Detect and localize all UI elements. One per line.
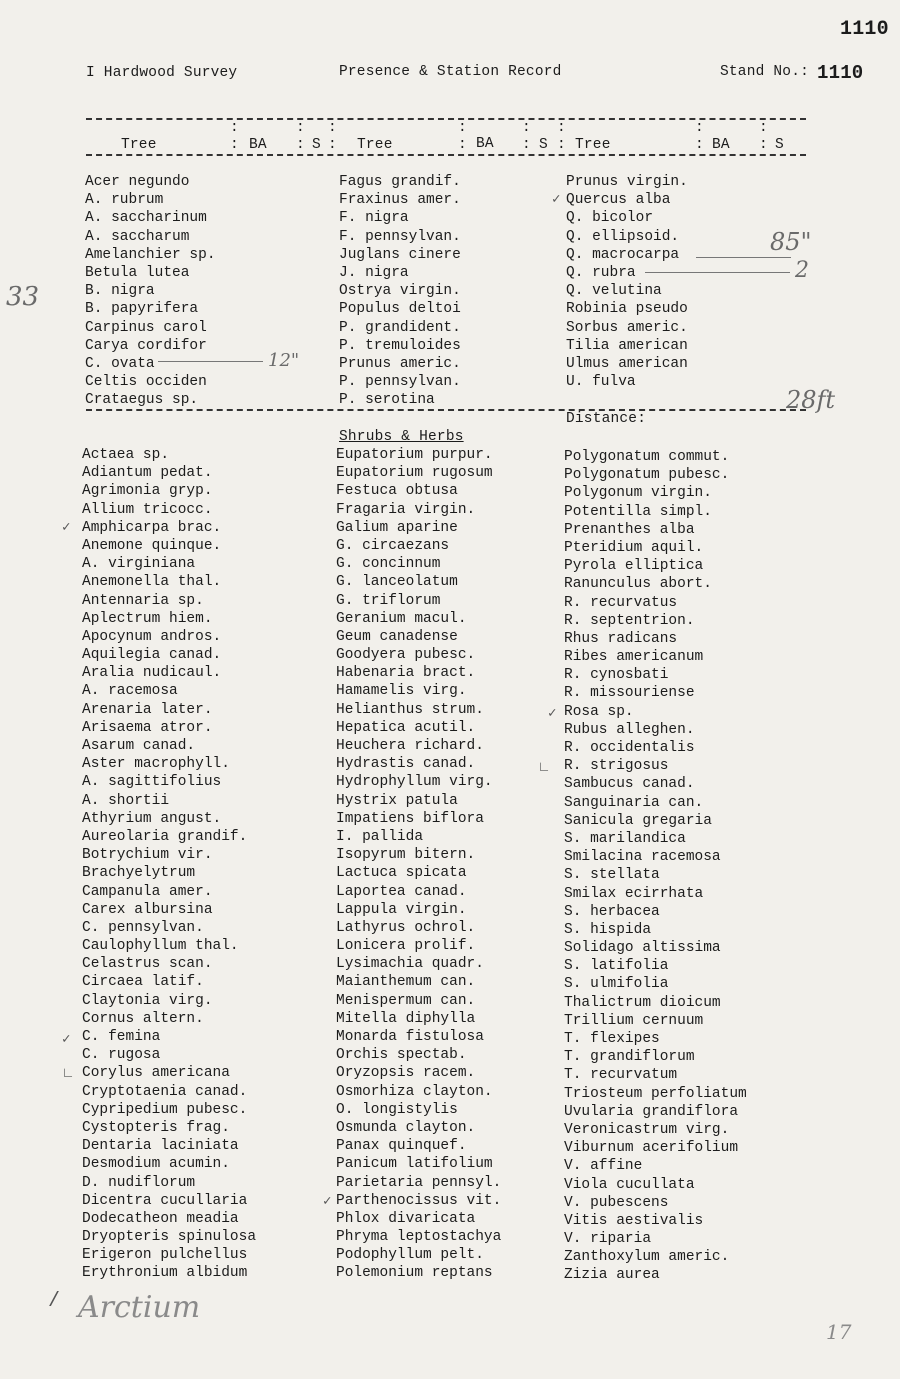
herb-item: Cypripedium pubesc.	[82, 1101, 248, 1118]
shrubs-herbs-heading: Shrubs & Herbs	[339, 429, 464, 445]
ba-col1-header: BA	[249, 137, 267, 153]
herb-item: A. sagittifolius	[82, 774, 222, 791]
herb-item: Hamamelis virg.	[336, 683, 467, 700]
herb-item: R. missouriense	[564, 685, 695, 702]
herb-item: Menispermum can.	[336, 992, 476, 1009]
herb-item: G. triflorum	[336, 592, 441, 609]
herb-item: A. racemosa	[82, 683, 178, 700]
herb-item: Phryma leptostachya	[336, 1229, 502, 1246]
herb-item: Fragaria virgin.	[336, 501, 476, 518]
handwritten-macrocarpa-value: 85"	[770, 228, 812, 256]
tree-list-col3	[566, 173, 688, 391]
herb-item: Carex albursina	[82, 901, 213, 918]
tree-item: B. papyrifera	[85, 301, 199, 318]
herb-item: Festuca obtusa	[336, 483, 458, 500]
tree-item: Carya cordifor	[85, 337, 207, 354]
herb-item: Parthenocissus vit.	[336, 1192, 502, 1209]
distance-label: Distance:	[566, 411, 647, 427]
herb-item: Erigeron pulchellus	[82, 1247, 248, 1264]
herb-item: R. cynosbati	[564, 667, 669, 684]
herb-item: Triosteum perfoliatum	[564, 1085, 747, 1102]
herb-item: Uvularia grandiflora	[564, 1103, 739, 1120]
tree-item: Fagus grandif.	[339, 174, 461, 190]
herb-item: Lappula virgin.	[336, 901, 467, 918]
herb-item: S. herbacea	[564, 903, 660, 920]
herb-item: Anemonella thal.	[82, 574, 222, 591]
check-mark-icon: ∟	[540, 760, 549, 776]
herb-item: Veronicastrum virg.	[564, 1121, 730, 1138]
check-mark-icon: /	[48, 1290, 61, 1313]
herb-item: T. flexipes	[564, 1031, 660, 1047]
herb-item: C. rugosa	[82, 1047, 161, 1064]
herb-item: Polygonum virgin.	[564, 485, 712, 502]
herb-item: A. shortii	[82, 792, 170, 809]
herb-item: Laportea canad.	[336, 883, 467, 900]
herb-item: Athyrium angust.	[82, 810, 222, 827]
tree-item: Carpinus carol	[85, 319, 207, 336]
herb-item: G. circaezans	[336, 537, 450, 554]
herb-item: O. longistylis	[336, 1101, 458, 1118]
herb-item: Viburnum acerifolium	[564, 1140, 739, 1157]
herb-item: Cornus altern.	[82, 1010, 204, 1027]
separator: : :	[695, 120, 704, 153]
handwritten-distance-value: 28ft	[786, 386, 836, 414]
header-bottom-rule	[86, 154, 806, 156]
annotation-line	[158, 361, 263, 362]
tree-item: F. nigra	[339, 210, 409, 227]
tree-item: F. pennsylvan.	[339, 228, 461, 245]
annotation-line	[696, 257, 791, 258]
tree-item: Celtis occiden	[85, 374, 207, 391]
herb-item: Desmodium acumin.	[82, 1156, 230, 1173]
herb-item: Actaea sp.	[82, 447, 170, 463]
herb-item: Sanicula gregaria	[564, 812, 712, 829]
check-mark-icon: ✓	[62, 1032, 71, 1048]
ba-col3-header: BA	[712, 137, 730, 153]
herb-item: Caulophyllum thal.	[82, 938, 239, 955]
herb-item: Sambucus canad.	[564, 776, 695, 793]
herb-item: R. septentrion.	[564, 612, 695, 629]
separator: : :	[522, 120, 531, 153]
stand-label: Stand No.:	[720, 64, 810, 80]
herb-item: G. concinnum	[336, 556, 441, 573]
herb-item: R. strigosus	[564, 758, 669, 775]
herb-item: Hystrix patula	[336, 792, 458, 809]
herb-item: C. pennsylvan.	[82, 919, 204, 936]
herb-item: Corylus americana	[82, 1065, 230, 1082]
tree-item: Ostrya virgin.	[339, 283, 461, 300]
herb-item: Arenaria later.	[82, 701, 213, 718]
herb-item: Zanthoxylum americ.	[564, 1249, 730, 1266]
herb-item: Aralia nudicaul.	[82, 665, 222, 682]
shrub-list-col3	[564, 448, 747, 1285]
herb-item: Lathyrus ochrol.	[336, 919, 476, 936]
tree-item: Tilia american	[566, 337, 688, 354]
herb-item: Anemone quinque.	[82, 537, 222, 554]
herb-item: Lonicera prolif.	[336, 938, 476, 955]
herb-item: Heuchera richard.	[336, 738, 484, 754]
tree-item: C. ovata	[85, 355, 155, 372]
check-mark-icon: ✓	[552, 192, 561, 208]
herb-item: R. recurvatus	[564, 594, 678, 611]
s-col1-header: S	[312, 137, 321, 153]
herb-item: D. nudiflorum	[82, 1174, 196, 1191]
herb-item: Adiantum pedat.	[82, 465, 213, 482]
separator: : :	[557, 120, 566, 153]
herb-item: Dryopteris spinulosa	[82, 1229, 257, 1246]
herb-item: Impatiens biflora	[336, 810, 484, 827]
herb-item: Apocynum andros.	[82, 628, 222, 645]
herb-item: Oryzopsis racem.	[336, 1065, 476, 1082]
herb-item: Eupatorium purpur.	[336, 447, 493, 463]
ba-col2-header: BA	[476, 136, 494, 152]
handwritten-bottom-note: Arctium	[78, 1290, 201, 1325]
herb-item: S. latifolia	[564, 958, 669, 975]
tree-item: J. nigra	[339, 264, 409, 281]
herb-item: Allium tricocc.	[82, 501, 213, 518]
check-mark-icon: ✓	[62, 520, 71, 536]
tree-item: Fraxinus amer.	[339, 192, 461, 209]
herb-item: A. virginiana	[82, 556, 196, 573]
herb-item: Parietaria pennsyl.	[336, 1174, 502, 1191]
herb-item: Galium aparine	[336, 519, 458, 536]
herb-item: Hepatica acutil.	[336, 719, 476, 736]
tree-item: A. saccharinum	[85, 210, 207, 227]
tree-item: Juglans cinere	[339, 246, 461, 263]
herb-item: Aquilegia canad.	[82, 647, 222, 664]
herb-item: Circaea latif.	[82, 974, 204, 991]
tree-col2-header: Tree	[357, 137, 393, 153]
herb-item: T. recurvatum	[564, 1067, 678, 1084]
herb-item: Amphicarpa brac.	[82, 519, 222, 536]
herb-item: Polygonatum commut.	[564, 449, 730, 465]
trees-shrubs-divider	[86, 409, 806, 411]
tree-item: Crataegus sp.	[85, 392, 199, 409]
herb-item: Phlox divaricata	[336, 1210, 476, 1227]
herb-item: Solidago altissima	[564, 940, 721, 957]
tree-item: P. tremuloides	[339, 337, 461, 354]
herb-item: C. femina	[82, 1029, 161, 1045]
herb-item: Mitella diphylla	[336, 1010, 476, 1027]
herb-item: Panax quinquef.	[336, 1138, 467, 1155]
tree-item: P. pennsylvan.	[339, 374, 461, 391]
herb-item: Osmunda clayton.	[336, 1119, 476, 1136]
herb-item: Osmorhiza clayton.	[336, 1083, 493, 1100]
shrub-list-col2	[336, 446, 501, 1283]
herb-item: Aplectrum hiem.	[82, 610, 213, 627]
herb-item: S. marilandica	[564, 830, 686, 847]
herb-item: Hydrastis canad.	[336, 756, 476, 773]
corner-stand-number: 1110	[840, 18, 889, 41]
herb-item: V. pubescens	[564, 1194, 669, 1211]
herb-item: Habenaria bract.	[336, 665, 476, 682]
herb-item: Viola cucullata	[564, 1176, 695, 1193]
herb-item: Smilax ecirrhata	[564, 885, 704, 902]
tree-item: Sorbus americ.	[566, 319, 688, 336]
herb-item: Campanula amer.	[82, 883, 213, 900]
herb-item: S. ulmifolia	[564, 976, 669, 993]
survey-title: I Hardwood Survey	[86, 65, 238, 81]
tree-item: Ulmus american	[566, 355, 688, 372]
herb-item: Polygonatum pubesc.	[564, 467, 730, 484]
stand-number: 1110	[817, 62, 864, 84]
herb-item: S. hispida	[564, 921, 652, 938]
herb-item: Arisaema atror.	[82, 719, 213, 736]
herb-item: Erythronium albidum	[82, 1265, 248, 1282]
check-mark-icon: ✓	[548, 706, 557, 722]
herb-item: Polemonium reptans	[336, 1265, 493, 1282]
handwritten-c-ovata-value: 12"	[268, 350, 300, 371]
herb-item: Pyrola elliptica	[564, 558, 704, 575]
check-mark-icon: ∟	[64, 1066, 73, 1082]
tree-item: Populus deltoi	[339, 301, 461, 318]
herb-item: R. occidentalis	[564, 740, 695, 756]
herb-item: Celastrus scan.	[82, 956, 213, 973]
herb-item: Thalictrum dioicum	[564, 994, 721, 1011]
herb-item: G. lanceolatum	[336, 574, 458, 591]
s-col3-header: S	[775, 137, 784, 153]
handwritten-rubra-value: 2	[795, 258, 809, 283]
tree-item: Q. bicolor	[566, 210, 654, 227]
herb-item: S. stellata	[564, 867, 660, 884]
record-title: Presence & Station Record	[339, 64, 562, 80]
herb-item: Lactuca spicata	[336, 865, 467, 882]
herb-item: Aster macrophyll.	[82, 756, 230, 773]
herb-item: Panicum latifolium	[336, 1156, 493, 1173]
tree-item: Robinia pseudo	[566, 301, 688, 318]
herb-item: Rosa sp.	[564, 703, 634, 720]
herb-item: Vitis aestivalis	[564, 1212, 704, 1229]
herb-item: V. affine	[564, 1158, 643, 1175]
herb-item: Geum canadense	[336, 628, 458, 645]
herb-item: Agrimonia gryp.	[82, 483, 213, 500]
tree-item: A. saccharum	[85, 228, 190, 245]
herb-item: T. grandiflorum	[564, 1049, 695, 1066]
separator: : :	[230, 120, 239, 153]
s-col2-header: S	[539, 137, 548, 153]
herb-item: Monarda fistulosa	[336, 1029, 484, 1045]
herb-item: Aureolaria grandif.	[82, 828, 248, 845]
tree-item: P. serotina	[339, 392, 435, 409]
herb-item: Prenanthes alba	[564, 521, 695, 538]
herb-item: Asarum canad.	[82, 738, 196, 754]
tree-item: Prunus americ.	[339, 355, 461, 372]
tree-item: B. nigra	[85, 283, 155, 300]
herb-item: Lysimachia quadr.	[336, 956, 484, 973]
tree-item: Betula lutea	[85, 264, 190, 281]
herb-item: Zizia aurea	[564, 1267, 660, 1284]
herb-item: I. pallida	[336, 828, 424, 845]
herb-item: Maianthemum can.	[336, 974, 476, 991]
herb-item: Ranunculus abort.	[564, 576, 712, 593]
herb-item: Geranium macul.	[336, 610, 467, 627]
herb-item: Antennaria sp.	[82, 592, 204, 609]
tree-item: Quercus alba	[566, 192, 671, 209]
check-mark-icon: ✓	[323, 1194, 332, 1210]
herb-item: Rubus alleghen.	[564, 721, 695, 738]
herb-item: Rhus radicans	[564, 630, 678, 647]
tree-item: A. rubrum	[85, 192, 164, 209]
annotation-line	[645, 272, 790, 273]
shrub-list-col1	[82, 446, 256, 1283]
herb-item: Orchis spectab.	[336, 1047, 467, 1064]
herb-item: Dicentra cucullaria	[82, 1192, 248, 1209]
herb-item: Sanguinaria can.	[564, 794, 704, 811]
herb-item: Helianthus strum.	[336, 701, 484, 718]
herb-item: Claytonia virg.	[82, 992, 213, 1009]
herb-item: Trillium cernuum	[564, 1012, 704, 1029]
herb-item: Potentilla simpl.	[564, 503, 712, 520]
separator: : :	[759, 120, 768, 153]
tree-item: Q. rubra	[566, 264, 636, 281]
separator: : :	[328, 120, 337, 153]
herb-item: Pteridium aquil.	[564, 539, 704, 556]
tree-item: Prunus virgin.	[566, 174, 688, 190]
tree-list-col2	[339, 173, 461, 409]
tree-item: Q. velutina	[566, 283, 662, 300]
herb-item: Smilacina racemosa	[564, 849, 721, 866]
herb-item: V. riparia	[564, 1231, 652, 1248]
handwritten-bottom-right: 17	[826, 1320, 852, 1344]
tree-col3-header: Tree	[575, 137, 611, 153]
separator: : :	[458, 120, 467, 153]
herb-item: Isopyrum bitern.	[336, 847, 476, 864]
herb-item: Botrychium vir.	[82, 847, 213, 864]
tree-item: Acer negundo	[85, 174, 190, 190]
tree-item: Q. macrocarpa	[566, 246, 680, 263]
tree-list-col1	[85, 173, 216, 409]
herb-item: Cryptotaenia canad.	[82, 1083, 248, 1100]
separator: : :	[296, 120, 305, 153]
handwritten-margin-number: 33	[6, 282, 40, 312]
tree-item: Amelanchier sp.	[85, 246, 216, 263]
herb-item: Cystopteris frag.	[82, 1119, 230, 1136]
tree-col1-header: Tree	[121, 137, 157, 153]
herb-item: Eupatorium rugosum	[336, 465, 493, 482]
herb-item: Podophyllum pelt.	[336, 1247, 484, 1264]
herb-item: Ribes americanum	[564, 649, 704, 666]
tree-item: U. fulva	[566, 374, 636, 391]
herb-item: Dentaria laciniata	[82, 1138, 239, 1155]
herb-item: Goodyera pubesc.	[336, 647, 476, 664]
herb-item: Brachyelytrum	[82, 865, 196, 882]
herb-item: Dodecatheon meadia	[82, 1210, 239, 1227]
tree-item: Q. ellipsoid.	[566, 228, 680, 245]
herb-item: Hydrophyllum virg.	[336, 774, 493, 791]
tree-item: P. grandident.	[339, 319, 461, 336]
